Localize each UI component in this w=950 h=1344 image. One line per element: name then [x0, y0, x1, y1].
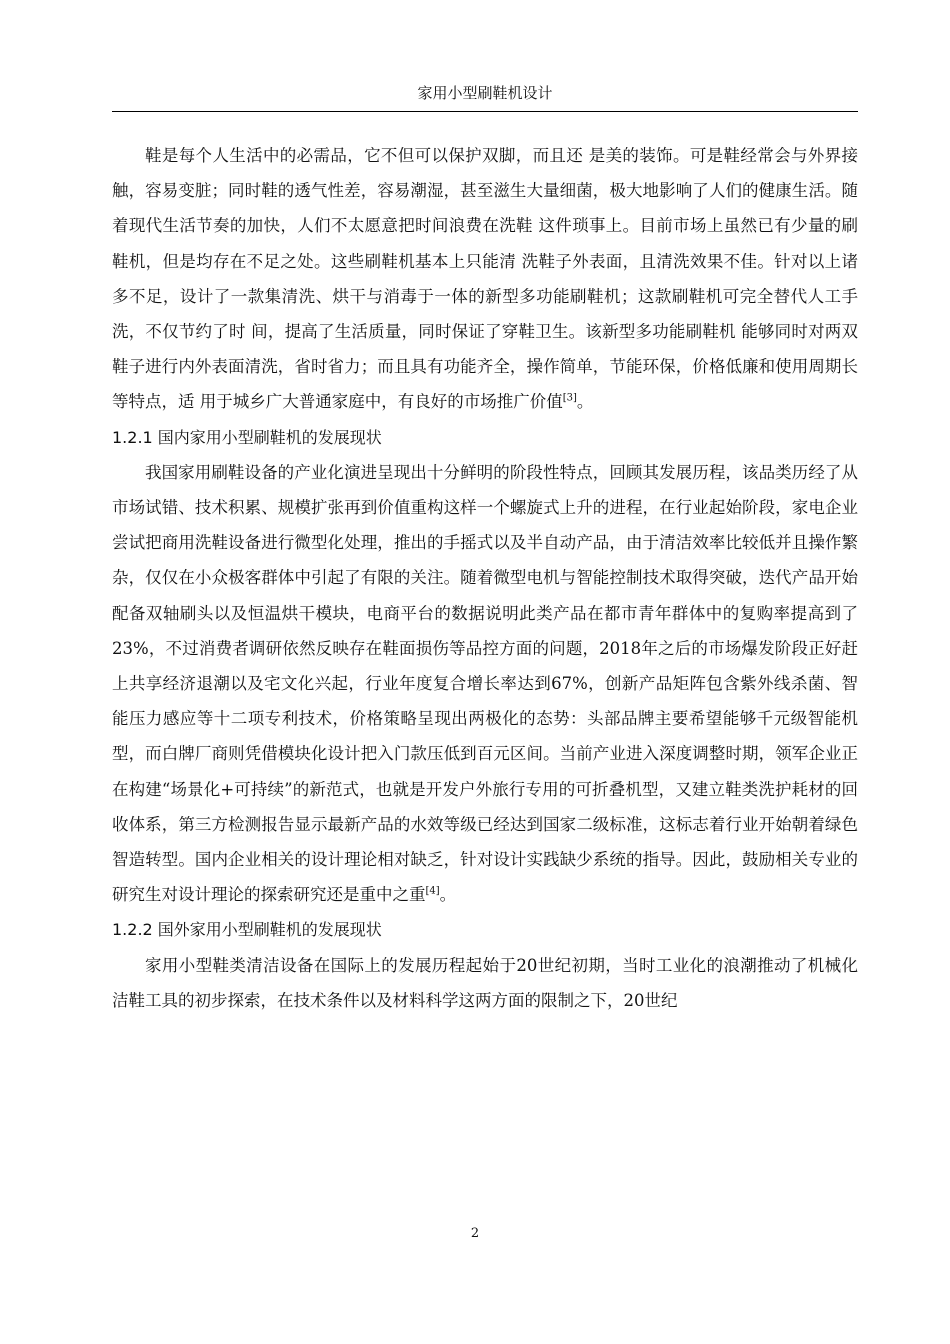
citation-4[interactable]: [4] [425, 885, 440, 897]
header-rule [112, 111, 858, 112]
section-heading-1-2-2: 1.2.2 国外家用小型刷鞋机的发展现状 [112, 920, 382, 940]
page-body [112, 138, 858, 1018]
page-number: 2 [470, 1226, 480, 1241]
paragraph-foreign [112, 948, 858, 1018]
citation-3[interactable]: [3] [562, 392, 577, 404]
section-heading-1-2-1: 1.2.1 国内家用小型刷鞋机的发展现状 [112, 427, 382, 447]
running-header: 家用小型刷鞋机设计 [417, 84, 553, 102]
paragraph-intro [112, 138, 858, 420]
paragraph-foreign-text: 家用小型鞋类清洁设备在国际上的发展历程起始于20世纪初期，当时工业化的浪潮推动了机械化洁鞋工具的初步探索，在技术条件以及材料科学这两方面的限制之下，20世纪 [112, 955, 858, 1010]
paragraph-domestic-tail: 。 [439, 885, 457, 905]
paragraph-domestic [112, 455, 858, 913]
paragraph-intro-text: 鞋是每个人生活中的必需品，它不但可以保护双脚，而且还 是美的装饰。可是鞋经常会与外界接触，容易变脏；同时鞋的透气性差，容易潮湿，甚至滋生大量细菌，极大地影响了人们的健康生活。随着现代生活节奏的加快，人们不太愿意把时间浪费在洗鞋 这件琐事上。目前市场上虽然已有少量的刷鞋机，但是均存在不足之处。这些刷鞋机基本上只能清 洗鞋子外表面，且清洗效果不佳。针对以上诸多不足，设计了一款集清洗、烘干与消毒于一体的新型多功能刷鞋机；这款刷鞋机可完全替代人工手洗，不仅节约了时 间，提高了生活质量，同时保证了穿鞋卫生。该新型多功能刷鞋机 能够同时对两双鞋子进行内外表面清洗，省时省力；而且具有功能齐全，操作简单，节能环保，价格低廉和使用周期长等特点，适 用于城乡广大普通家庭中，有良好的市场推广价值 [112, 146, 858, 412]
paragraph-intro-tail: 。 [576, 392, 594, 412]
paragraph-domestic-text: 我国家用刷鞋设备的产业化演进呈现出十分鲜明的阶段性特点，回顾其发展历程，该品类历经了从市场试错、技术积累、规模扩张再到价值重构这样一个螺旋式上升的进程，在行业起始阶段，家电企业尝试把商用洗鞋设备进行微型化处理，推出的手摇式以及半自动产品，由于清洁效率比较低并且操作繁杂，仅仅在小众极客群体中引起了有限的关注。随着微型电机与智能控制技术取得突破，迭代产品开始配备双轴刷头以及恒温烘干模块，电商平台的数据说明此类产品在都市青年群体中的复购率提高到了23%，不过消费者调研依然反映存在鞋面损伤等品控方面的问题，2018年之后的市场爆发阶段正好赶上共享经济退潮以及宅文化兴起，行业年度复合增长率达到67%，创新产品矩阵包含紫外线杀菌、智能压力感应等十二项专利技术，价格策略呈现出两极化的态势：头部品牌主要希望能够千元级智能机型，而白牌厂商则凭借模块化设计把入门款压低到百元区间。当前产业进入深度调整时期，领军企业正在构建“场景化+可持续”的新范式，也就是开发户外旅行专用的可折叠机型，又建立鞋类洗护耗材的回收体系，第三方检测报告显示最新产品的水效等级已经达到国家二级标准，这标志着行业开始朝着绿色智造转型。国内企业相关的设计理论相对缺乏，针对设计实践缺少系统的指导。因此，鼓励相关专业的研究生对设计理论的探索研究还是重中之重 [112, 462, 858, 905]
